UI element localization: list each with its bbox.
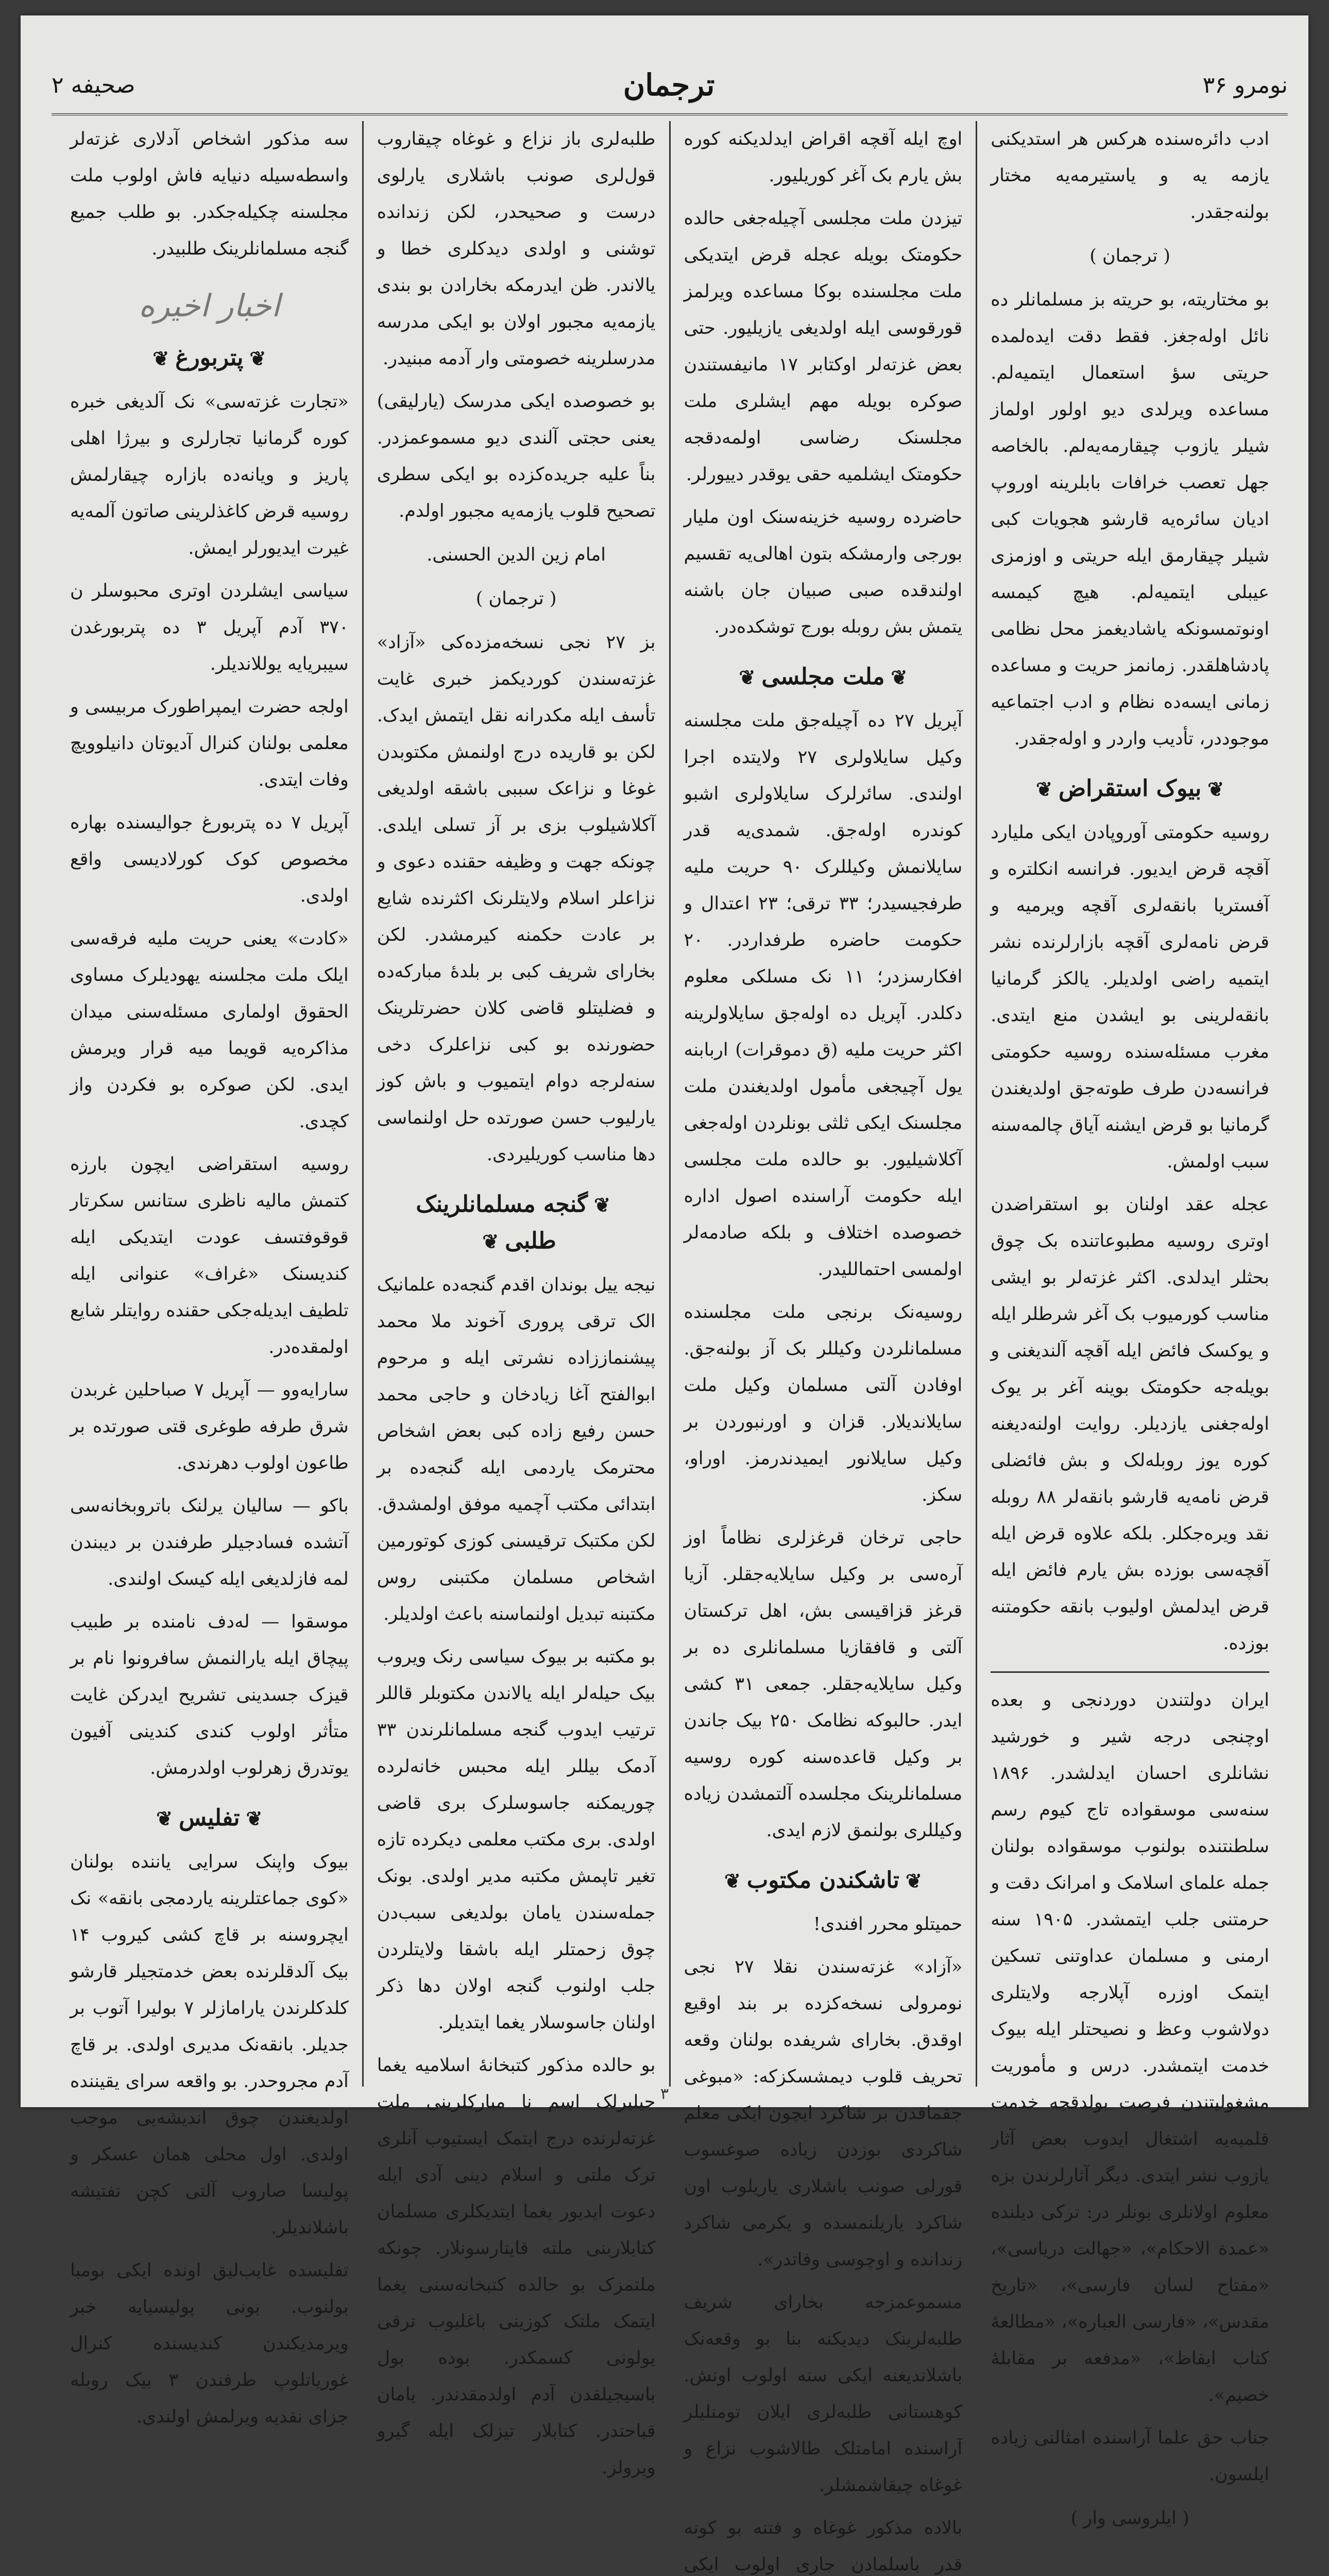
paragraph: «آزاد» غزته‌سندن نقلا ۲۷ نجی نومرولی نسخه‌کزده بر بند اوقیع اوقدق. بخارای شریفده بولنان وقعه تحریف قلوب دیمشسکزکه: «مبوغی جقماقدن بر شاکرد ایچون ایکی معلم شاکردی بوزدن زیاده صوغسوب قورلی صونب باشلاری یاریلوب اون شاکرد یاریلنمسده و یکرمی شاکرد زندانده و اوچوسی وفاتدر». <box>684 1957 963 2270</box>
section-heading-parliament: ❦ملت مجلسی❦ <box>739 664 908 690</box>
news-item: «تجارت غزته‌سی» نک آلدیغی خبره کوره گرمانیا تجارلری و بیرژا اهلی پاریز و ویانه‌ده بازاره چیقارلمش روسیه قرض کاغذلرینی صاتون آلمه‌یه غیرت ایدیورلر ایمش. <box>70 392 349 558</box>
news-item: روسیه استقراضی ایچون بارزه کتمش مالیه ناظری ستانس سکرتار قوقوفتسف عودت ایتدیکی ایله کندیسنک «غراف» عنوانی ایله تلطیف ایدیله‌جکی حقنده روایتلر شایع اولمقده‌در. <box>70 1154 349 1358</box>
paragraph: سه مذکور اشخاص آدلاری غزته‌لر واسطه‌سیله دنیایه فاش اولوب ملت مجلسنه چکیله‌جکدر. بو طلب جمیع گنجه مسلمانلرینک طلبیدر. <box>70 129 349 259</box>
paragraph: مسموعمزجه بخارای شریف طلبه‌لرینک دیدیکنه بنا بو وقعه‌نک باشلاندیغنه ایکی سنه اولوب اونش. کوهستانی طلبه‌لری ایلان تومنلیلر آراسنده امامتلک طالاشوب نزاع و غوغاه چیقاشمشلر. <box>684 2292 963 2496</box>
intro-paragraph: ادب دائره‌سنده هرکس هر استدیکنی یازمه یه و یاستیرمه‌یه مختار بولنه‌جقدر. <box>991 129 1269 223</box>
masthead <box>52 57 1288 115</box>
section-heading-tiflis: ❦تفلیس❦ <box>156 1805 263 1831</box>
issue-number: نومرو ۳۶ <box>1202 72 1288 98</box>
section-heading-tashkent: ❦تاشکندن مکتوب❦ <box>724 1867 922 1893</box>
paragraph: بو مختاریته، بو حریته بز مسلمانلر ده نائل اوله‌جغز. فقط دقت ایده‌لمده حریتی سؤ استعمال ایتمیه‌لم. مساعده ویرلدی دیو اولور اولماز شیلر یازوب چیقارمه‌یه‌لم. بالخاصه جهل تعصب خرافات بابلرینه اوروپ ادیان سائره‌یه قارشو هجویات کبی شیلر چیقارمق ایله حریتی و اوزمزی عیبلی ایتمیه‌لم. هیچ کیمسه اونوتمسونکه یاشادیغمز محل نظامی پادشاهلقدر. زمانمز حریت و مساعده زمانی ایسه‌ده نظام و ادب اجتماعیه موجوددر، تأدیب واردر و اوله‌جقدر. <box>991 290 1269 749</box>
news-item: آپریل ۷ ده پتربورغ جوالیسنده بهاره مخصوص کوک کورلادیسی واقع اولدی. <box>70 812 349 906</box>
ornament-icon: ❦ <box>1207 777 1224 801</box>
section-heading-ganja: ❦گنجه مسلمانلرینک طلبی❦ <box>416 1191 610 1254</box>
ornament-icon: ❦ <box>482 1230 499 1253</box>
ornament-icon: ❦ <box>156 1807 173 1830</box>
newspaper-page <box>21 15 1308 2575</box>
latest-news-stamp: اخبار اخیره <box>139 288 280 324</box>
paragraph: ایران دولتندن دوردنجی و بعده اوچنجی درجه شیر و خورشید نشانلری احسان ایدلشدر. ۱۸۹۶ سنه‌سی موسقواده تاج کیوم رسم سلطنتنده بولنوب موسقواده بولنان جمله علمای اسلامک و امرانک دقت و حرمتنی جلب ایتمشدر. ۱۹۰۵ سنه ارمنی و مسلمان عداوتنی تسکین ایتمک اوزره آپلارجه ولایتلری دولاشوب وعظ و نصیحتلر ایله بیوک خدمت ایتمشدر. درس و مأموریت مشغولیتندن فرصت بولدقجه خدمت قلمیه‌یه اشتغال ایدوب بعض آثار یازوب نشر ایتدی. دیگر آثارلرندن بزه معلوم اولانلری بونلر در: ترکی دیلنده «عمدة الاحکام»، «جهالت دریاسی»، «مفتاح لسان فارسی»، «تاریخ مقدس»، «فارسی العباره»، «مطالعهٔ کتاب ایقاظ»، «مدفعه بر مقابلهٔ خصیم». <box>991 1690 1270 2405</box>
paragraph: بالاده مذکور غوغاه و فتنه بو کونه قدر باسلمادن جاری اولوب ایکی <box>684 2518 963 2575</box>
paragraph: حاجی ترخان قرغزلری نظاماً اوز آره‌سی بر وکیل سایلایه‌جقلر. آزیا قرغز قزاقیسی بش، اهل ترکستان آلتی و قافقازیا مسلمانلری ده بر وکیل سایلایه‌جقلر. جمعی ۳۱ کشی ایدر. حالبوکه نظامک ۲۵۰ بیک جاندن بر وکیل قاعده‌سنه کوره روسیه مسلمانلرینک مجلسده آلتمشدن زیاده وکیللری بولنمق لازم ایدی. <box>684 1528 963 1841</box>
column-4 <box>57 121 362 2427</box>
columns <box>57 121 1283 2575</box>
salutation: حمیتلو محرر افندی! <box>813 1914 963 1935</box>
paragraph: بو خصوصده ایکی مدرسک (یارلیقی) یعنی حجتی آلندی دیو مسموعمزدر. بناً علیه جریده‌کزده بو ایکی سطری تصحیح قلوب یازمه‌یه مجبور اولدم. <box>377 391 656 521</box>
paragraph: عجله عقد اولنان بو استقراضدن اوتری روسیه مطبوعاتنده بک چوق بحثلر ایدلدی. اکثر غزته‌لر بو ایشی مناسب کورمیوب بک آغر شرطلر ایله و یوکسک فائض ایله آقچه آلندیغنی و بویله‌جه حکومتک بوینه آغر بر یوک اوله‌جغنی یازدیلر. روایت اولنه‌دیغنه کوره یوز روبله‌لک و بش فائضلی قرض نامه‌یه قارشو بانقه‌لر ۸۸ روبله نقد ویره‌جکلر. بلکه علاوه قرض ایله آقچه‌سی بوزده بش یارم فائض ایله قرض ایدلمش اولیوب بانقه حکومتنه بوزده. <box>991 1194 1270 1654</box>
news-item: تفلیسده غایب‌لیق اونده ایکی بومبا بولنوب. بونی پولیسیایه خبر ویرمدیکندن کندیسنده کنرال غوریاتلوپ طرفندن ۳ بیک روبله جزای نقدیه ویرلمش اولندی. <box>70 2260 349 2427</box>
signature: ( ترجمان ) <box>1089 246 1171 266</box>
paragraph: طلبه‌لری باز نزاع و غوغاه چیقاروب قول‌لری صونب باشلاری یارلوی درست و صحیحدر، لکن زندانده توشنی و اولدی دیدکلری خطا و یالاندر. ظن ایدرمکه بخارادن بو بندی یازمه‌یه مجبور اولان بو ایکی مدرسه مدرسلرینه خصومتی وار آدمه مبنیدر. <box>377 129 656 369</box>
column-1 <box>976 121 1283 2529</box>
paragraph: حاضرده روسیه خزینه‌سنک اون ملیار بورجی وارمشکه بتون اهالی‌یه تقسیم اولندقده صبی صبیان جان باشنه یتمش بش روبله بورج توشکده‌در. <box>684 507 963 637</box>
divider <box>991 1671 1269 1673</box>
ornament-icon: ❦ <box>152 347 169 370</box>
signature: ( ترجمان ) <box>475 588 557 609</box>
ornament-icon: ❦ <box>249 347 266 370</box>
news-item: سیاسی ایشلردن اوتری محبوسلر ن ۳۷۰ آدم آپریل ۳ ده پتربورغدن سیبریایه یوللاندیلر. <box>70 581 349 674</box>
paper-title: ترجمان <box>623 67 715 103</box>
paragraph: نیجه ییل بوندان اقدم گنجه‌ده علمانیک الک ترقی پروری آخوند ملا محمد پیشنماززاده نشرتی ایله و مرحوم ابوالفتح آغا زیادخان و حاجی محمد حسن رفیع زاده کبی بعض اشخاص محترمک یاردمی ایله گنجه‌ده بر ابتدائی مکتب آچمیه موفق اولمشدق. لکن مکتبک ترقیسنی کوزی کوتورمین اشخاص مسلمان مکتبنی روس مکتبنه تبدیل اولنماسنه باعث اولدیلر. <box>377 1275 656 1624</box>
paragraph: بو مکتبه بر بیوک سیاسی رنک ویروب بیک حیله‌لر ایله یالاندن مکتوبلر قاللر ترتیب ایدوب گنجه مسلمانلرندن ۳۳ آدمک بیللر ایله محبس خانه‌لرده چوریمکنه جاسوسلرک بری قاضی اولدی. بری مکتب معلمی دیکرده تازه تغیر تاپمش مکتبه مدیر اولدی. بونک جمله‌سندن یامان بولدیغی سبب‌دن چوق زحمتلر ایله باشقا ولایتلردن جلب اولنوب گنجه اولان دها ذکر اولنان جاسوسلار یغما ایتدیلر. <box>377 1647 656 2033</box>
news-item: «کادت» یعنی حریت ملیه فرقه‌سی ایلک ملت مجلسنه یهودیلرک مساوی الحقوق اولماری مسئله‌سنی میدان مذاکره‌یه قویما میه قرار ویرمش ایدی. لکن صوکره بو فکردن واز کچدی. <box>70 928 349 1132</box>
page-number: صحیفه ۲ <box>52 72 135 98</box>
ornament-icon: ❦ <box>1036 777 1052 801</box>
news-item: موسقوا — لەدف نامنده بر طبیب پیچاق ایله یارالنمش سافرونوا نام بر قیزک جسدینی تشریح ایدرکن غایت متأثر اولوب کندی کندینی آفیون یوتدرق زهرلوب اولدرمش. <box>70 1612 349 1778</box>
column-3 <box>362 121 669 2478</box>
paragraph: روسیه‌نک برنجی ملت مجلسنده مسلمانلردن وکیللر بک آز بولنه‌جق. اوفادن آلتی مسلمان وکیل ملت سایلاندیلار. قزان و اورنبوردن بر وکیل سایلانور ایمیدندرمز. اوراو، سکز. <box>684 1302 963 1505</box>
signature: امام زین الدین الحسنی. <box>427 545 606 565</box>
column-2 <box>669 121 976 2575</box>
section-heading-loan: ❦بیوک استقراض❦ <box>1036 775 1224 802</box>
paragraph: بز ۲۷ نجی نسخه‌مزده‌کی «آزاد» غزته‌سندن کوردیکمز خبری غایت تأسف ایله مکدرانه نقل ایتمش ایدک. لکن بو قاریده درج اولنمش مکتوبدن غوغا و نزاعک سببی باشقه اولدیغی آکلاشیلوب بزی بر آز تسلی ایلدی. چونکه جهت و وظیفه حقنده دعوی و نزاعلر اسلام ولایتلرنک اکثرنده شایع بر عادت حکمنه کیرمشدر. لکن بخارای شریف کبی بر بلدهٔ مبارکه‌ده و فضلیتلو قاضی کلان حضرتلرینک حضورنده بو کبی نزاعلرک دخی سنه‌لرجه دوام ایتمیوب و باش کوز یارلیوب حسن صورتده حل اولنماسی دها مناسب کوریلیردی. <box>377 632 656 1165</box>
page-footer: ۳ <box>660 2085 669 2103</box>
ornament-icon: ❦ <box>905 1869 922 1892</box>
paragraph: جناب حق علما آراسنده امثالنی زیاده ایلسون. <box>991 2428 1269 2485</box>
news-item: اولجه حضرت ایمپراطورک مربیسی و معلمی بولنان کنرال آدیوتان دانیلوویچ وفات ایتدی. <box>70 697 349 790</box>
news-item: باکو — سالیان یرلنک باتروبخانه‌سی آتشده فساد‌جیلر طرفندن بر دیبندن لمه فازلدیغی ایله کیسک اولندی. <box>70 1496 349 1589</box>
ornament-icon: ❦ <box>246 1807 263 1830</box>
paragraph: آپریل ۲۷ ده آچیله‌جق ملت مجلسنه وکیل سایلاولری ۲۷ ولایتده اجرا اولندی. سائرلرک سایلاولری اشبو کوندره اوله‌جق. شمدی‌یه قدر سایلانمش وکیللرک ۹۰ حریت ملیه طرفجیسیدر؛ ۳۳ ترقی؛ ۲۳ اعتدال و حکومت حاضره طرفداردر. ۲۰ افکارسزدر؛ ۱۱ نک مسلکی معلوم دکلدر. آپریل ده اوله‌جق سایلاولرینه اکثر حریت ملیه (ق دموقرات) اربابنه یول آچیجغی مأمول اولدیغندن ملت مجلسنک ایکی ثلثی بونلردن اوله‌جغی آکلاشیلیور. بو حالده ملت مجلسی ایله حکومت آراسنده اصول اداره خصوصده اختلاف و بلکه صادمه‌لر اولمسی احتماللیدر. <box>684 710 963 1280</box>
ornament-icon: ❦ <box>739 666 756 689</box>
paragraph: روسیه حکومتی آوروپادن ایکی ملیارد آقچه قرض ایدیور. فرانسه انکلتره و آفستریا بانقه‌لری آقچه ویرمیه و قرض نامه‌لری آقچه بازارلرنده نشر ایتمیه راضی اولدیلر. یالکز گرمانیا بانقه‌لرینی بو ایشدن منع ایتدی. مغرب مسئله‌سنده روسیه حکومتی فرانسه‌دن طرف طوته‌جق اولدیغندن گرمانیا بو قرض ایشنه آیاق چالمه‌سنه سبب اولمش. <box>991 822 1269 1172</box>
section-heading-petersburg: ❦پتربورغ❦ <box>152 345 266 371</box>
ornament-icon: ❦ <box>891 666 908 689</box>
news-item: بیوک واپنک سرایی یاننده بولنان «کوی جماعتلرینه یاردمجی بانقه» نک ایچروسنه بر قاچ کشی کیروب ۱۴ بیک آلدقلرنده بعض خدمتجیلر قارشو کلدکلرندن یارامازلر ۷ بولیرا آتوب بر جدیلر. بانقه‌نک مدیری اولدی. بر قاچ آدم مجروحدر. بو واقعه سرای یقیننده اولدیغندن چوق اندیشه‌یی موجب اولدی. اول محلی همان عسکر و پولیسا صاروب آلتی کچن تفتیشه باشلاندیلر. <box>70 1852 349 2238</box>
ornament-icon: ❦ <box>724 1869 741 1892</box>
ornament-icon: ❦ <box>594 1193 610 1216</box>
news-item: سارایه‌وو — آپریل ۷ صباحلین غربدن شرق طرفه طوغری قتی صورتده بر طاعون اولوب دهرندی. <box>70 1380 349 1473</box>
paragraph: اوچ ایله آقچه اقراض ایدلدیکنه کوره بش یارم بک آغر کوریلیور. <box>684 129 963 186</box>
paragraph: تیزدن ملت مجلسی آچیله‌جغی حالده حکومتک بویله عجله قرض ایتدیکی ملت مجلسنده بوکا مساعده ویرلمز قورقوسی ایله اولدیغی یازیلیور. حتی بعض غزته‌لر اوکتابر ۱۷ مانیفستندن صوکره بویله مهم ایشلری ملت مجلسنک رضاسی اولمه‌دقجه حکومتک ایشلمیه حقی یوقدر دییورلر. <box>684 208 963 485</box>
paragraph: بو حالده مذکور کتبخانهٔ اسلامیه یغما جیلیرلک اسم نا مبارکلرینی ملت غزته‌لرنده درج ایتمک ایستیوب آنلری ترک ملتی و اسلام دینی آدی ایله دعوت ایدیور یغما ایتدیکلری مسلمان کتابلارینی ملته قایتارسونلار. چونکه ملتمزک بو حالده کتبخانه‌سنی یغما ایتمک ملتک کوزینی باغلیوب ترقی یولونی کسمکدر. بوده بول باسیجیلقدن آدم اولدمقدندر. یامان قباحتدر. کتابلار تیزلک ایله گیرو ویرولز. <box>377 2055 656 2478</box>
continued-note: ( ایلروسی وار ) <box>1070 2508 1189 2529</box>
